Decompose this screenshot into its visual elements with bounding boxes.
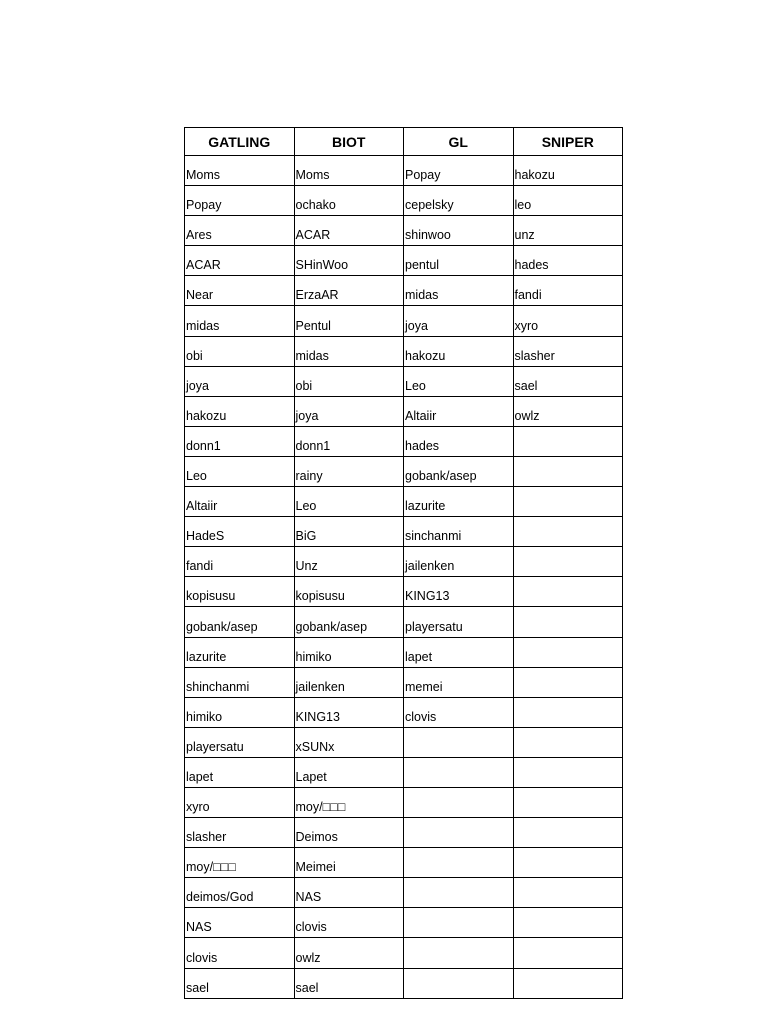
table-row — [185, 426, 623, 456]
table-row — [185, 787, 623, 817]
cell-sniper — [513, 697, 623, 727]
cell-sniper — [513, 727, 623, 757]
cell-sniper — [513, 757, 623, 787]
table-row — [185, 938, 623, 968]
cell-sniper — [513, 667, 623, 697]
cell-biot: Leo — [294, 487, 404, 517]
cell-biot: ochako — [294, 186, 404, 216]
table-row — [185, 306, 623, 336]
cell-gatling: Popay — [185, 186, 295, 216]
cell-sniper — [513, 637, 623, 667]
cell-biot: xSUNx — [294, 727, 404, 757]
cell-sniper: sael — [513, 366, 623, 396]
cell-gl: hakozu — [404, 336, 514, 366]
cell-gl: gobank/asep — [404, 456, 514, 486]
cell-gatling: lapet — [185, 757, 295, 787]
table-row — [185, 216, 623, 246]
cell-sniper: fandi — [513, 276, 623, 306]
cell-gl — [404, 727, 514, 757]
cell-biot: clovis — [294, 908, 404, 938]
cell-sniper — [513, 848, 623, 878]
table-row — [185, 727, 623, 757]
cell-sniper: xyro — [513, 306, 623, 336]
cell-gatling: obi — [185, 336, 295, 366]
cell-biot: kopisusu — [294, 577, 404, 607]
table-row — [185, 246, 623, 276]
table-row — [185, 186, 623, 216]
cell-gatling: shinchanmi — [185, 667, 295, 697]
cell-biot: owlz — [294, 938, 404, 968]
cell-gl: jailenken — [404, 547, 514, 577]
cell-biot: gobank/asep — [294, 607, 404, 637]
cell-gl: lapet — [404, 637, 514, 667]
cell-gatling: deimos/God — [185, 878, 295, 908]
table-row — [185, 456, 623, 486]
cell-gatling: moy/□□□ — [185, 848, 295, 878]
table-row — [185, 336, 623, 366]
cell-gatling: himiko — [185, 697, 295, 727]
cell-gatling: playersatu — [185, 727, 295, 757]
cell-gl — [404, 787, 514, 817]
cell-gl: memei — [404, 667, 514, 697]
table-row — [185, 968, 623, 998]
cell-gl: KING13 — [404, 577, 514, 607]
cell-gl — [404, 878, 514, 908]
cell-sniper — [513, 456, 623, 486]
cell-sniper — [513, 487, 623, 517]
cell-gatling: NAS — [185, 908, 295, 938]
cell-biot: midas — [294, 336, 404, 366]
cell-gatling: Ares — [185, 216, 295, 246]
table-row — [185, 757, 623, 787]
cell-gl — [404, 848, 514, 878]
cell-biot: moy/□□□ — [294, 787, 404, 817]
table-row — [185, 577, 623, 607]
cell-gl: lazurite — [404, 487, 514, 517]
cell-gl — [404, 757, 514, 787]
cell-gl — [404, 818, 514, 848]
cell-gl: midas — [404, 276, 514, 306]
cell-biot: ErzaAR — [294, 276, 404, 306]
cell-sniper — [513, 878, 623, 908]
cell-biot: Deimos — [294, 818, 404, 848]
cell-gl: sinchanmi — [404, 517, 514, 547]
cell-sniper — [513, 968, 623, 998]
cell-gatling: midas — [185, 306, 295, 336]
cell-gatling: hakozu — [185, 396, 295, 426]
roster-body — [185, 156, 623, 999]
cell-gl — [404, 908, 514, 938]
cell-sniper — [513, 517, 623, 547]
cell-biot: jailenken — [294, 667, 404, 697]
cell-biot: donn1 — [294, 426, 404, 456]
cell-biot: BiG — [294, 517, 404, 547]
cell-gatling: Near — [185, 276, 295, 306]
cell-gatling: Moms — [185, 156, 295, 186]
cell-biot: NAS — [294, 878, 404, 908]
cell-gl: pentul — [404, 246, 514, 276]
cell-sniper: hades — [513, 246, 623, 276]
cell-gatling: xyro — [185, 787, 295, 817]
cell-biot: Unz — [294, 547, 404, 577]
cell-gatling: donn1 — [185, 426, 295, 456]
table-row — [185, 848, 623, 878]
table-row — [185, 878, 623, 908]
table-row — [185, 697, 623, 727]
cell-biot: himiko — [294, 637, 404, 667]
cell-gatling: slasher — [185, 818, 295, 848]
cell-gl: clovis — [404, 697, 514, 727]
cell-gl: Altaiir — [404, 396, 514, 426]
cell-gatling: fandi — [185, 547, 295, 577]
cell-sniper — [513, 908, 623, 938]
cell-biot: obi — [294, 366, 404, 396]
table-row — [185, 366, 623, 396]
cell-gatling: joya — [185, 366, 295, 396]
cell-gatling: clovis — [185, 938, 295, 968]
cell-gatling: HadeS — [185, 517, 295, 547]
cell-sniper — [513, 818, 623, 848]
table-row — [185, 908, 623, 938]
table-row — [185, 156, 623, 186]
cell-sniper: slasher — [513, 336, 623, 366]
header-biot: BIOT — [294, 128, 404, 156]
table-row — [185, 517, 623, 547]
cell-sniper — [513, 787, 623, 817]
cell-gl: Popay — [404, 156, 514, 186]
cell-gl: joya — [404, 306, 514, 336]
cell-biot: Moms — [294, 156, 404, 186]
cell-sniper: hakozu — [513, 156, 623, 186]
header-sniper: SNIPER — [513, 128, 623, 156]
cell-sniper — [513, 426, 623, 456]
cell-biot: rainy — [294, 456, 404, 486]
cell-biot: Lapet — [294, 757, 404, 787]
cell-sniper — [513, 938, 623, 968]
table-row — [185, 547, 623, 577]
cell-gatling: lazurite — [185, 637, 295, 667]
cell-sniper: owlz — [513, 396, 623, 426]
cell-sniper: unz — [513, 216, 623, 246]
table-row — [185, 607, 623, 637]
cell-gl: Leo — [404, 366, 514, 396]
cell-biot: KING13 — [294, 697, 404, 727]
cell-gl: hades — [404, 426, 514, 456]
cell-gatling: sael — [185, 968, 295, 998]
table-row — [185, 818, 623, 848]
cell-sniper — [513, 547, 623, 577]
cell-sniper — [513, 577, 623, 607]
table-row — [185, 637, 623, 667]
cell-biot: Meimei — [294, 848, 404, 878]
cell-biot: joya — [294, 396, 404, 426]
cell-gatling: gobank/asep — [185, 607, 295, 637]
table-row — [185, 396, 623, 426]
cell-gl — [404, 938, 514, 968]
cell-biot: SHinWoo — [294, 246, 404, 276]
cell-biot: ACAR — [294, 216, 404, 246]
cell-gatling: kopisusu — [185, 577, 295, 607]
table-row — [185, 667, 623, 697]
header-row — [185, 128, 623, 156]
table-row — [185, 487, 623, 517]
cell-gatling: Leo — [185, 456, 295, 486]
table-row — [185, 276, 623, 306]
cell-sniper: leo — [513, 186, 623, 216]
cell-gl: cepelsky — [404, 186, 514, 216]
cell-biot: Pentul — [294, 306, 404, 336]
cell-sniper — [513, 607, 623, 637]
cell-gl: playersatu — [404, 607, 514, 637]
cell-gatling: Altaiir — [185, 487, 295, 517]
cell-gl: shinwoo — [404, 216, 514, 246]
cell-gl — [404, 968, 514, 998]
cell-gatling: ACAR — [185, 246, 295, 276]
header-gatling: GATLING — [185, 128, 295, 156]
cell-biot: sael — [294, 968, 404, 998]
header-gl: GL — [404, 128, 514, 156]
roster-table — [184, 127, 623, 999]
